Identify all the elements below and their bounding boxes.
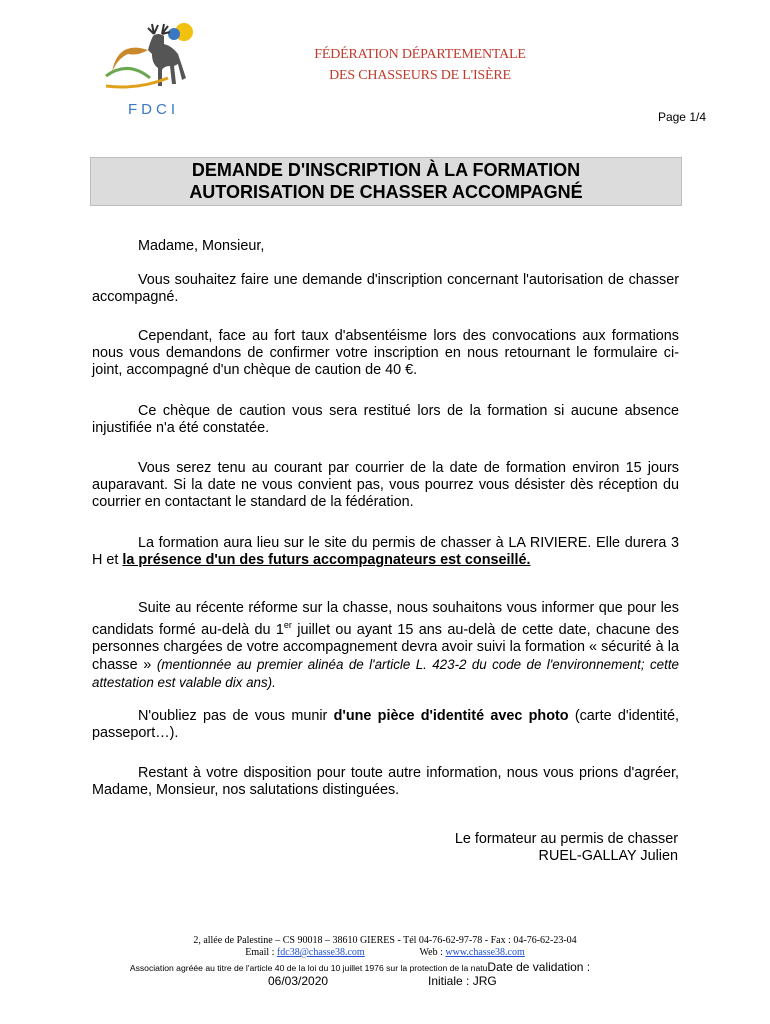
- federation-line1: FÉDÉRATION DÉPARTEMENTALE: [314, 47, 526, 62]
- paragraph-7-text-a: N'oubliez pas de vous munir: [138, 708, 334, 724]
- paragraph-6-text-b: juillet ou ayant 15 ans au-delà de cette date, chacune des personnes chargées de votre accompagnement devra avoir suivi la formation « sécurité à la chasse »: [92, 621, 679, 673]
- paragraph-8: [92, 765, 679, 799]
- web-label: Web :: [419, 947, 446, 958]
- validation-label: Date de validation :: [487, 960, 591, 974]
- paragraph-1: [92, 272, 679, 306]
- title-line2: AUTORISATION DE CHASSER ACCOMPAGNÉ: [189, 182, 583, 202]
- signature-block: [455, 831, 678, 865]
- association-text: Association agréée au titre de l'article 40 de la loi du 10 juillet 1976 sur la protection de la natu: [129, 963, 488, 973]
- paragraph-1-text: Vous souhaitez faire une demande d'inscription concernant l'autorisation de chasser accompagné.: [92, 272, 679, 305]
- federation-name: [290, 44, 550, 86]
- footer-contacts: [0, 947, 770, 959]
- deer-logo-icon: [98, 20, 208, 120]
- paragraph-2-text: Cependant, face au fort taux d'absentéisme lors des convocations aux formations nous vous demandons de confirmer votre inscription en nous retournant le formulaire ci-joint, accompagné d'un chèque de caution de 40 €.: [92, 328, 679, 378]
- footer-association: [0, 961, 745, 974]
- paragraph-6-sup: er: [283, 620, 292, 630]
- initiale-text: Initiale : JRG: [428, 974, 497, 988]
- paragraph-3-text: Ce chèque de caution vous sera restitué lors de la formation si aucune absence injustifiée n'a été constatée.: [92, 403, 679, 436]
- signature-name: RUEL-GALLAY Julien: [538, 848, 678, 864]
- footer-address: 2, allée de Palestine – CS 90018 – 38610 GIERES - Tél 04-76-62-97-78 - Fax : 04-76-62-23-04: [193, 935, 577, 946]
- validation-date: 06/03/2020: [268, 974, 329, 988]
- web-link[interactable]: www.chasse38.com: [445, 947, 525, 958]
- paragraph-7-bold: d'une pièce d'identité avec photo: [333, 708, 569, 724]
- paragraph-7-text-c: (carte d'identité, passeport…).: [92, 708, 680, 741]
- paragraph-8-text: Restant à votre disposition pour toute autre information, nous vous prions d'agréer, Madame, Monsieur, nos salutations distinguées.: [92, 765, 679, 798]
- paragraph-6: [92, 600, 679, 692]
- greeting-text: Madame, Monsieur,: [138, 238, 265, 254]
- email-link[interactable]: fdc38@chasse38.com: [276, 947, 365, 958]
- paragraph-6-italic: (mentionnée au premier alinéa de l'article L. 423-2 du code de l'environnement; cette attestation est valable dix ans).: [92, 656, 679, 690]
- signature-role: Le formateur au permis de chasser: [454, 831, 678, 847]
- paragraph-2: [92, 328, 679, 379]
- page-number: Page 1/4: [657, 110, 706, 124]
- paragraph-3: [92, 403, 679, 437]
- paragraph-5-emphasis: la présence d'un des futurs accompagnateurs est conseillé.: [122, 552, 531, 568]
- document-title: [90, 157, 682, 206]
- logo-text: FDCI: [128, 101, 179, 118]
- paragraph-5: [92, 535, 679, 569]
- greeting: [92, 238, 679, 255]
- federation-line2: DES CHASSEURS DE L'ISÈRE: [329, 68, 511, 83]
- paragraph-5-text: La formation aura lieu sur le site du permis de chasser à LA RIVIERE. Elle durera 3 H et: [92, 535, 679, 568]
- paragraph-7: [92, 708, 679, 742]
- fdci-logo: [98, 20, 208, 120]
- title-line1: DEMANDE D'INSCRIPTION À LA FORMATION: [191, 160, 581, 180]
- email-label: Email :: [245, 947, 277, 958]
- paragraph-4: [92, 460, 679, 511]
- paragraph-4-text: Vous serez tenu au courant par courrier de la date de formation environ 15 jours auparavant. Si la date ne vous convient pas, vous pourrez vous désister dès réception du courrier en contactant le standard de la fédération.: [92, 460, 679, 510]
- paragraph-6-text-a: Suite au récente réforme sur la chasse, nous souhaitons vous informer que pour les candidats formé au-delà du 1: [92, 600, 679, 638]
